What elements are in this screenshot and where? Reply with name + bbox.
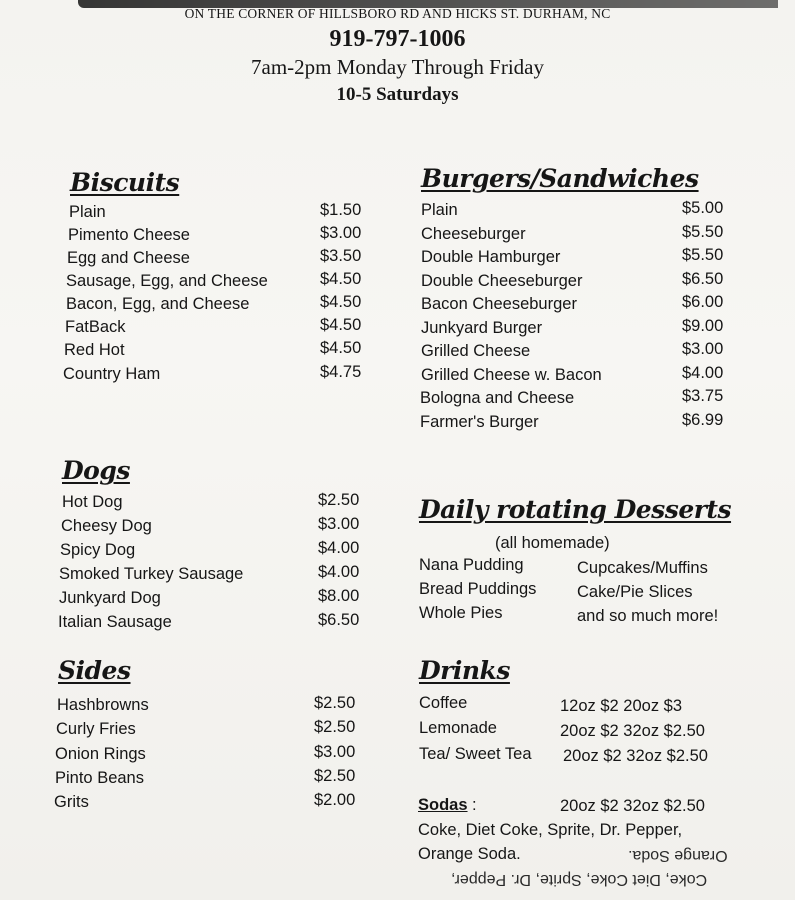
menu-header: [0, 6, 795, 106]
menu-item-name: Cheeseburger: [421, 225, 526, 243]
menu-item-price: $3.00: [682, 340, 724, 358]
sodas-sizes: 20oz $2 32oz $2.50: [560, 797, 705, 815]
menu-item-name: Pimento Cheese: [68, 226, 190, 244]
menu-item-price: $4.50: [320, 270, 362, 288]
menu-item-name: Grilled Cheese: [421, 342, 531, 360]
drink-item: Lemonade: [419, 719, 497, 737]
drink-sizes: 20oz $2 32oz $2.50: [563, 747, 708, 765]
sodas-label: Sodas: [418, 796, 468, 814]
menu-item-name: Italian Sausage: [58, 613, 172, 631]
saturday-hours: 10-5 Saturdays: [336, 84, 459, 105]
menu-item-name: Hot Dog: [62, 493, 123, 511]
menu-item-name: FatBack: [65, 318, 126, 336]
menu-item-price: $2.50: [314, 718, 356, 736]
address-line: ON THE CORNER OF HILLSBORO RD AND HICKS ST. DURHAM, NC: [184, 6, 611, 21]
weekday-hours: 7am-2pm Monday Through Friday: [251, 55, 544, 79]
dessert-item: Cupcakes/Muffins: [577, 559, 708, 577]
menu-item-price: $2.50: [318, 491, 360, 509]
menu-item-name: Junkyard Burger: [421, 319, 543, 337]
menu-item-price: $6.00: [682, 293, 724, 311]
sodas-list-line1: Coke, Diet Coke, Sprite, Dr. Pepper,: [418, 821, 683, 839]
drink-item: Tea/ Sweet Tea: [419, 745, 532, 763]
menu-item-price: $4.50: [320, 339, 362, 357]
menu-item-price: $3.50: [320, 247, 362, 265]
menu-item-price: $8.00: [318, 587, 360, 605]
menu-item-price: $6.50: [682, 270, 724, 288]
menu-item-name: Cheesy Dog: [61, 517, 152, 535]
menu-item-price: $4.50: [320, 316, 362, 334]
menu-item-name: Double Hamburger: [421, 248, 561, 266]
drink-sizes: 12oz $2 20oz $3: [560, 697, 683, 715]
menu-item-name: Curly Fries: [56, 720, 136, 738]
menu-item-name: Double Cheeseburger: [421, 272, 583, 290]
menu-item-price: $3.00: [320, 224, 362, 242]
menu-item-name: Onion Rings: [55, 745, 146, 763]
menu-item-name: Plain: [421, 201, 458, 219]
drink-sizes: 20oz $2 32oz $2.50: [560, 722, 705, 740]
menu-item-price: $5.50: [682, 223, 724, 241]
dessert-item: Nana Pudding: [419, 556, 524, 574]
menu-item-name: Junkyard Dog: [59, 589, 161, 607]
menu-item-price: $3.00: [314, 743, 356, 761]
flipped-text-line1: Orange Soda.: [628, 847, 728, 864]
menu-item-price: $6.50: [318, 611, 360, 629]
menu-item-price: $9.00: [682, 317, 724, 335]
section-title-dogs: Dogs: [62, 456, 130, 485]
menu-item-name: Spicy Dog: [60, 541, 136, 559]
menu-item-name: Pinto Beans: [55, 769, 144, 787]
phone-number: 919-797-1006: [329, 26, 466, 52]
menu-item-name: Hashbrowns: [57, 696, 149, 714]
section-title-burgers: Burgers/Sandwiches: [421, 164, 699, 193]
menu-item-price: $4.50: [320, 293, 362, 311]
dessert-item: Whole Pies: [419, 604, 503, 622]
menu-item-price: $5.50: [682, 246, 724, 264]
section-title-desserts: Daily rotating Desserts: [419, 495, 732, 524]
menu-item-name: Red Hot: [64, 341, 125, 359]
menu-item-price: $1.50: [320, 201, 362, 219]
menu-item-name: Country Ham: [63, 365, 161, 383]
menu-item-name: Plain: [69, 203, 106, 221]
dessert-item: Bread Puddings: [419, 580, 537, 598]
menu-item-price: $4.00: [318, 563, 360, 581]
sodas-colon: :: [472, 796, 477, 814]
menu-item-name: Smoked Turkey Sausage: [59, 565, 244, 583]
menu-item-name: Bologna and Cheese: [420, 389, 575, 407]
menu-item-price: $3.00: [318, 515, 360, 533]
section-title-sides: Sides: [58, 656, 131, 685]
menu-item-price: $5.00: [682, 199, 724, 217]
menu-item-price: $4.00: [682, 364, 724, 382]
sodas-list-line2: Orange Soda.: [418, 845, 521, 863]
menu-item-price: $2.00: [314, 791, 356, 809]
menu-item-price: $4.00: [318, 539, 360, 557]
menu-item-name: Sausage, Egg, and Cheese: [66, 272, 268, 290]
menu-item-name: Egg and Cheese: [67, 249, 190, 267]
menu-item-name: Grilled Cheese w. Bacon: [421, 366, 602, 384]
desserts-subtitle: (all homemade): [495, 534, 610, 552]
menu-item-price: $6.99: [682, 411, 724, 429]
menu-item-name: Bacon, Egg, and Cheese: [66, 295, 250, 313]
section-title-biscuits: Biscuits: [70, 168, 180, 197]
section-title-drinks: Drinks: [419, 656, 510, 685]
menu-item-name: Farmer's Burger: [420, 413, 539, 431]
menu-item-price: $3.75: [682, 387, 724, 405]
menu-item-price: $2.50: [314, 694, 356, 712]
menu-item-price: $4.75: [320, 363, 362, 381]
menu-item-name: Grits: [54, 793, 89, 811]
menu-item-price: $2.50: [314, 767, 356, 785]
dessert-item: Cake/Pie Slices: [577, 583, 693, 601]
menu-item-name: Bacon Cheeseburger: [421, 295, 577, 313]
flipped-text-line2: Coke, Diet Coke, Sprite, Dr. Pepper,: [451, 871, 708, 888]
drink-item: Coffee: [419, 694, 468, 712]
dessert-item: and so much more!: [577, 607, 719, 625]
